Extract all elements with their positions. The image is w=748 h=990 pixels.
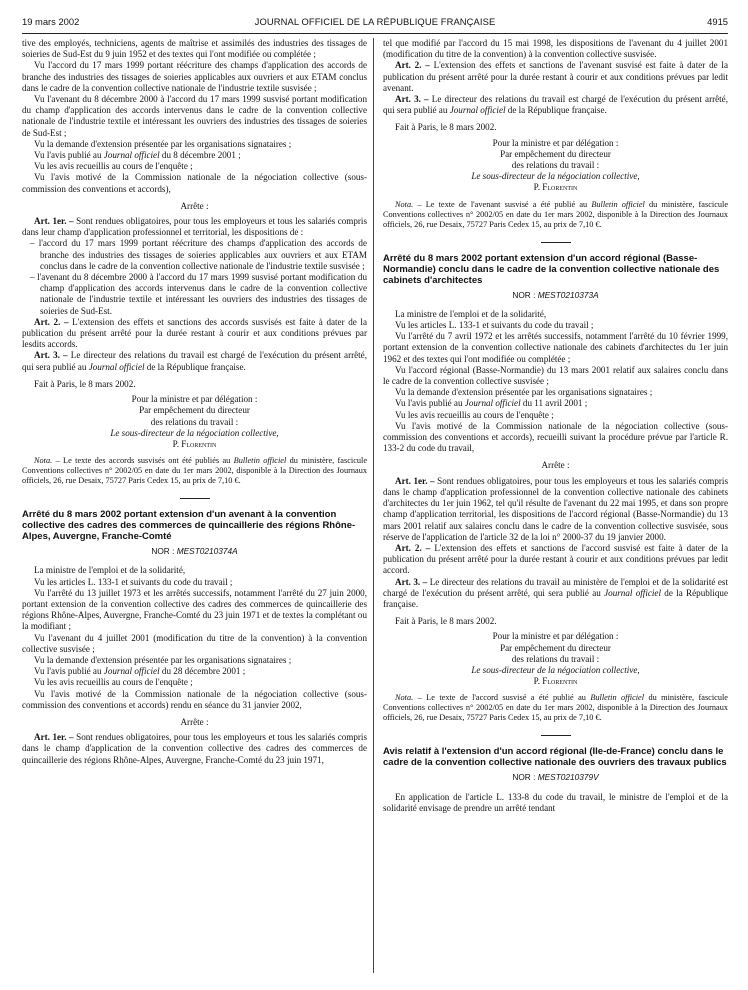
header-title: JOURNAL OFFICIEL DE LA RÉPUBLIQUE FRANÇAISE	[254, 16, 496, 27]
header-rule	[22, 33, 728, 34]
text: du 8 décembre 2001 ;	[161, 150, 241, 161]
signatory-name: P. Florentin	[533, 182, 578, 193]
nota	[383, 693, 728, 723]
article-label: Art. 1er. –	[34, 732, 74, 743]
sign-line: Le sous-directeur de la négociation collective,	[110, 427, 279, 438]
article-label: Art. 3. –	[34, 350, 68, 361]
sign-line: Par empêchement du directeur	[139, 405, 250, 416]
journal-ref: Journal officiel	[88, 361, 145, 372]
sign-line: Le sous-directeur de la négociation collective,	[471, 664, 640, 675]
paragraph: Vu les articles L. 133-1 et suivants du code du travail ;	[34, 576, 233, 587]
article-1	[22, 216, 367, 238]
arrete-label: Arrête :	[180, 200, 209, 211]
section-separator	[180, 498, 210, 499]
nota	[383, 200, 728, 230]
sign-line: Par empêchement du directeur	[500, 642, 611, 653]
article-1	[22, 732, 367, 766]
nor-label: NOR :	[151, 546, 175, 557]
text: – Le texte de l'avenant susvisé a été publié au	[417, 199, 588, 209]
bulletin-ref: Bulletin officiel	[233, 456, 287, 466]
paragraph: La ministre de l'emploi et de la solidarité,	[34, 565, 186, 576]
paragraph: Vu l'avis motivé de la Commission nationale de la négociation collective (sous-commission des conventions et accords),	[22, 172, 367, 194]
article-2	[22, 317, 367, 351]
paragraph: Vu la demande d'extension présentée par les organisations signataires ;	[34, 654, 292, 665]
text: Vu l'avis publié au	[34, 666, 102, 677]
bulletin-ref: Bulletin officiel	[591, 199, 645, 209]
signatory-name: P. Florentin	[172, 438, 217, 449]
article-label: Art. 2. –	[395, 542, 431, 553]
sign-line: Par empêchement du directeur	[500, 148, 611, 159]
text: – Le texte de l'accord susvisé a été publié au	[417, 693, 586, 703]
fait-a-paris: Fait à Paris, le 8 mars 2002.	[395, 616, 497, 627]
text: Sont rendues obligatoires, pour tous les employeurs et tous les salariés compris dans leur champ d'application professionnel et territorial, les dispositions de :	[22, 216, 367, 238]
nor-code: MEST0210374A	[176, 546, 238, 557]
article-2	[383, 60, 728, 94]
section-separator	[541, 242, 571, 243]
article-3	[383, 577, 728, 611]
nota-label: Nota.	[34, 456, 53, 466]
article-3	[22, 350, 367, 372]
paragraph	[22, 666, 367, 677]
text: du 28 décembre 2001 ;	[161, 666, 246, 677]
paragraph	[383, 398, 728, 409]
header-page-number: 4915	[707, 16, 728, 27]
text: Vu l'avis publié au	[34, 150, 102, 161]
article-label: Art. 2. –	[395, 60, 430, 71]
paragraph	[22, 150, 367, 161]
text: du 11 avril 2001 ;	[522, 398, 588, 409]
paragraph: tive des employés, techniciens, agents de maîtrise et assimilés des industries des tissages de soieries de Sud-Est du 9 juin 1952 et des textes qui l'ont modifiée ou complétée ;	[22, 38, 367, 60]
text: Le directeur des relations du travail est chargé de l'exécution du présent arrêté, qui sera publié au	[22, 350, 367, 372]
text: Sont rendues obligatoires, pour tous les employeurs et tous les salariés compris dans le champ d'application professionnel de la convention collective nationale des cabinets d'architectes du 1er juin 1962, tel qu'il résulte de l'avenant du 22 mai 1995, et dans son propre champ d'application territorial, les dispositions de l'accord régional (Basse-Normandie) du 13 mars 2001 relatif aux salaires conclu dans le cadre de la convention collective susvisée, sous réserve de l'application de l'article 32 de la loi n° 2000-37 du 19 janvier 2000.	[383, 475, 728, 542]
journal-ref: Journal officiel	[464, 398, 521, 409]
nor-code: MEST0210379V	[537, 772, 599, 783]
dash-item: – l'accord du 17 mars 1999 portant réécriture des champs d'application des accords de branche des industries des tissages de soieries applicables aux ouvriers et aux ETAM conclus dans le cadre de la convention collective nationale de l'industrie textile susvisée ;	[30, 238, 367, 271]
nor-reference	[383, 772, 728, 783]
sign-line: Pour la ministre et par délégation :	[492, 631, 619, 642]
text: Sont rendues obligatoires, pour tous les employeurs et tous les salariés compris dans le champ d'application de la convention collective des cadres des commerces de quincaillerie des régions Rhône-Alpes, Auvergne, Franche-Comté du 23 juin 1971,	[22, 732, 367, 765]
nor-label: NOR :	[512, 772, 536, 783]
bulletin-ref: Bulletin officiel	[590, 693, 645, 703]
column-divider	[373, 38, 374, 973]
text: du ministère, fascicule Conventions collectives n° 2002/05 en date du 1er mars 2002, disponible à la Direction des Journaux officiels, 26, rue Desaix, 75727 Paris Cedex 15, au prix de 7,10 €.	[383, 199, 729, 229]
nor-reference	[22, 546, 367, 557]
signature-block	[383, 138, 728, 194]
section-title: Avis relatif à l'extension d'un accord régional (Ile-de-France) conclu dans le cadre de la convention collective nationale des ouvriers des travaux publics	[383, 746, 727, 769]
paragraph: Vu l'arrêté du 7 avril 1972 et les arrêtés successifs, notamment l'arrêté du 10 février 1999, portant extension de la convention collective nationale des cabinets d'architectes du 1er juin 1962 et des textes qui l'ont modifiée ou complétée ;	[383, 331, 728, 364]
sign-line: Le sous-directeur de la négociation collective,	[471, 171, 640, 182]
paragraph: Vu les articles L. 133-1 et suivants du code du travail ;	[395, 320, 594, 331]
signature-block	[22, 394, 367, 450]
sign-line: Pour la ministre et par délégation :	[131, 394, 258, 405]
left-column	[22, 38, 367, 766]
paragraph: Vu les avis recueillis au cours de l'enquête ;	[34, 677, 193, 688]
paragraph: Vu l'avis motivé de la Commission nationale de la négociation collective (sous-commission des conventions et accords), recueilli suivant la procédure prévue par l'article R. 133-2 du code du travail,	[383, 420, 728, 454]
signatory-name: P. Florentin	[533, 676, 578, 687]
paragraph: Vu les avis recueillis au cours de l'enquête ;	[395, 409, 554, 420]
paragraph: En application de l'article L. 133-8 du code du travail, le ministre de l'emploi et de la solidarité envisage de prendre un arrêté tendant	[383, 791, 728, 813]
page-header	[22, 14, 728, 30]
fait-a-paris: Fait à Paris, le 8 mars 2002.	[395, 122, 497, 133]
text: du ministère, fascicule Conventions collectives n° 2002/05 en date du 1er mars 2002, disponible à la Direction des Journaux officiels, 26, rue Desaix, 75727 Paris Cedex 15, au prix de 7,10 €.	[383, 693, 728, 723]
nor-code: MEST0210373A	[537, 289, 599, 300]
journal-ref: Journal officiel	[449, 105, 506, 116]
journal-ref: Journal officiel	[103, 666, 160, 677]
sign-line: des relations du travail :	[511, 653, 600, 664]
fait-a-paris: Fait à Paris, le 8 mars 2002.	[34, 378, 136, 389]
text: du ministère, fascicule Conventions collectives n° 2002/05 en date du 1er mars 2002, disponible à la Direction des Journaux officiels, 26, rue Desaix, 75727 Paris Cedex 15, au prix de 7,10 €.	[22, 456, 368, 486]
section-title: Arrêté du 8 mars 2002 portant extension d'un accord régional (Basse-Normandie) conclu dans le cadre de la convention collective nationale des cabinets d'architectes	[383, 252, 720, 286]
text: L'extension des effets et sanctions des accords susvisés est faite à dater de la publication du présent arrêté pour la durée restant à courir et aux conditions prévues par lesdits accords.	[22, 316, 367, 350]
paragraph: Vu la demande d'extension présentée par les organisations signataires ;	[395, 387, 653, 398]
sign-line: Pour la ministre et par délégation :	[492, 137, 619, 148]
paragraph: Vu l'avenant du 4 juillet 2001 (modification du titre de la convention) à la convention collective susvisée ;	[22, 632, 367, 654]
text: L'extension des effets et sanctions de l'accord susvisé est faite à dater de la publication du présent arrêté pour la durée restant à courir et aux conditions prévues par ledit accord.	[383, 542, 728, 576]
sign-line: des relations du travail :	[150, 416, 239, 427]
article-label: Art. 1er. –	[395, 475, 435, 486]
section-separator	[541, 735, 571, 736]
paragraph: La ministre de l'emploi et de la solidarité,	[395, 308, 547, 319]
sign-line: des relations du travail :	[511, 160, 600, 171]
paragraph: Vu l'arrêté du 13 juillet 1973 et les arrêtés successifs, notamment l'arrêté du 27 juin 2000, portant extension de la convention collective des cadres des commerces de quincaillerie des régions Rhône-Alpes, Auvergne, Franche-Comté du 23 juin 1971 et de textes la complétant ou la modifiant ;	[22, 587, 367, 632]
text: de la République française.	[383, 587, 728, 609]
article-2	[383, 543, 728, 577]
paragraph: Vu les avis recueillis au cours de l'enquête ;	[34, 161, 193, 172]
header-date: 19 mars 2002	[22, 16, 80, 27]
paragraph: Vu l'avis motivé de la Commission nationale de la négociation collective (sous-commission des conventions et accords) rendu en séance du 31 janvier 2002,	[22, 688, 367, 710]
article-label: Art. 1er. –	[34, 216, 74, 227]
text: Vu l'avis publié au	[395, 398, 463, 409]
section-title: Arrêté du 8 mars 2002 portant extension d'un avenant à la convention collective des cadres des commerces de quincaillerie des régions Rhône-Alpes, Auvergne, Franche-Comté	[22, 509, 356, 543]
nor-label: NOR :	[512, 289, 536, 300]
text: de la République française.	[507, 105, 607, 116]
paragraph: tel que modifié par l'accord du 15 mai 1998, les dispositions de l'avenant du 4 juillet 2001 (modification du titre de la convention) à la convention collective susvisée.	[383, 38, 728, 60]
text: L'extension des effets et sanctions de l'avenant susvisé est faite à dater de la publication du présent arrêté pour la durée restant à courir et aux conditions prévues par ledit avenant.	[383, 60, 728, 93]
paragraph: Vu l'accord régional (Basse-Normandie) du 13 mars 2001 relatif aux salaires conclu dans le cadre de la convention collective susvisée ;	[383, 364, 728, 387]
journal-ref: Journal officiel	[604, 587, 661, 598]
paragraph: Vu l'avenant du 8 décembre 2000 à l'accord du 17 mars 1999 susvisé portant modification du champ d'application des accords intervenus dans le cadre de la convention collective nationale de l'industrie textile et intéressant les ouvriers des industries des tissages de soieries de Sud-Est ;	[22, 94, 367, 138]
nota-label: Nota.	[395, 693, 414, 703]
signature-block	[383, 631, 728, 687]
text: – Le texte des accords susvisés ont été publiés au	[55, 456, 231, 466]
text: Le directeur des relations du travail est chargé de l'exécution du présent arrêté, qui sera publié au	[383, 94, 728, 116]
article-label: Art. 3. –	[395, 94, 429, 105]
arrete-label: Arrête :	[541, 460, 570, 471]
right-column	[383, 38, 728, 814]
article-label: Art. 3. –	[395, 576, 428, 587]
article-label: Art. 2. –	[34, 316, 69, 327]
paragraph: Vu la demande d'extension présentée par les organisations signataires ;	[34, 138, 292, 149]
text: de la République française.	[146, 361, 246, 372]
nota-label: Nota.	[395, 199, 414, 209]
text: Le directeur des relations du travail au ministère de l'emploi et de la solidarité est chargé de l'exécution du présent arrêté, qui sera publié au	[383, 576, 728, 598]
nor-reference	[383, 290, 728, 301]
article-1	[383, 476, 728, 543]
article-3	[383, 94, 728, 116]
paragraph: Vu l'accord du 17 mars 1999 portant réécriture des champs d'application des accords de branche des industries des tissages de soieries applicables aux ouvriers et aux ETAM conclus dans le cadre de la convention collective nationale de l'industrie textile susvisée ;	[22, 60, 367, 93]
journal-ref: Journal officiel	[103, 150, 160, 161]
arrete-label: Arrête :	[180, 716, 209, 727]
dash-item: – l'avenant du 8 décembre 2000 à l'accord du 17 mars 1999 susvisé portant modification du champ d'application des accords intervenus dans le cadre de la convention collective nationale de l'industrie textile et intéressant les ouvriers des industries des tissages de soieries de Sud-Est.	[30, 272, 367, 316]
nota	[22, 456, 367, 486]
